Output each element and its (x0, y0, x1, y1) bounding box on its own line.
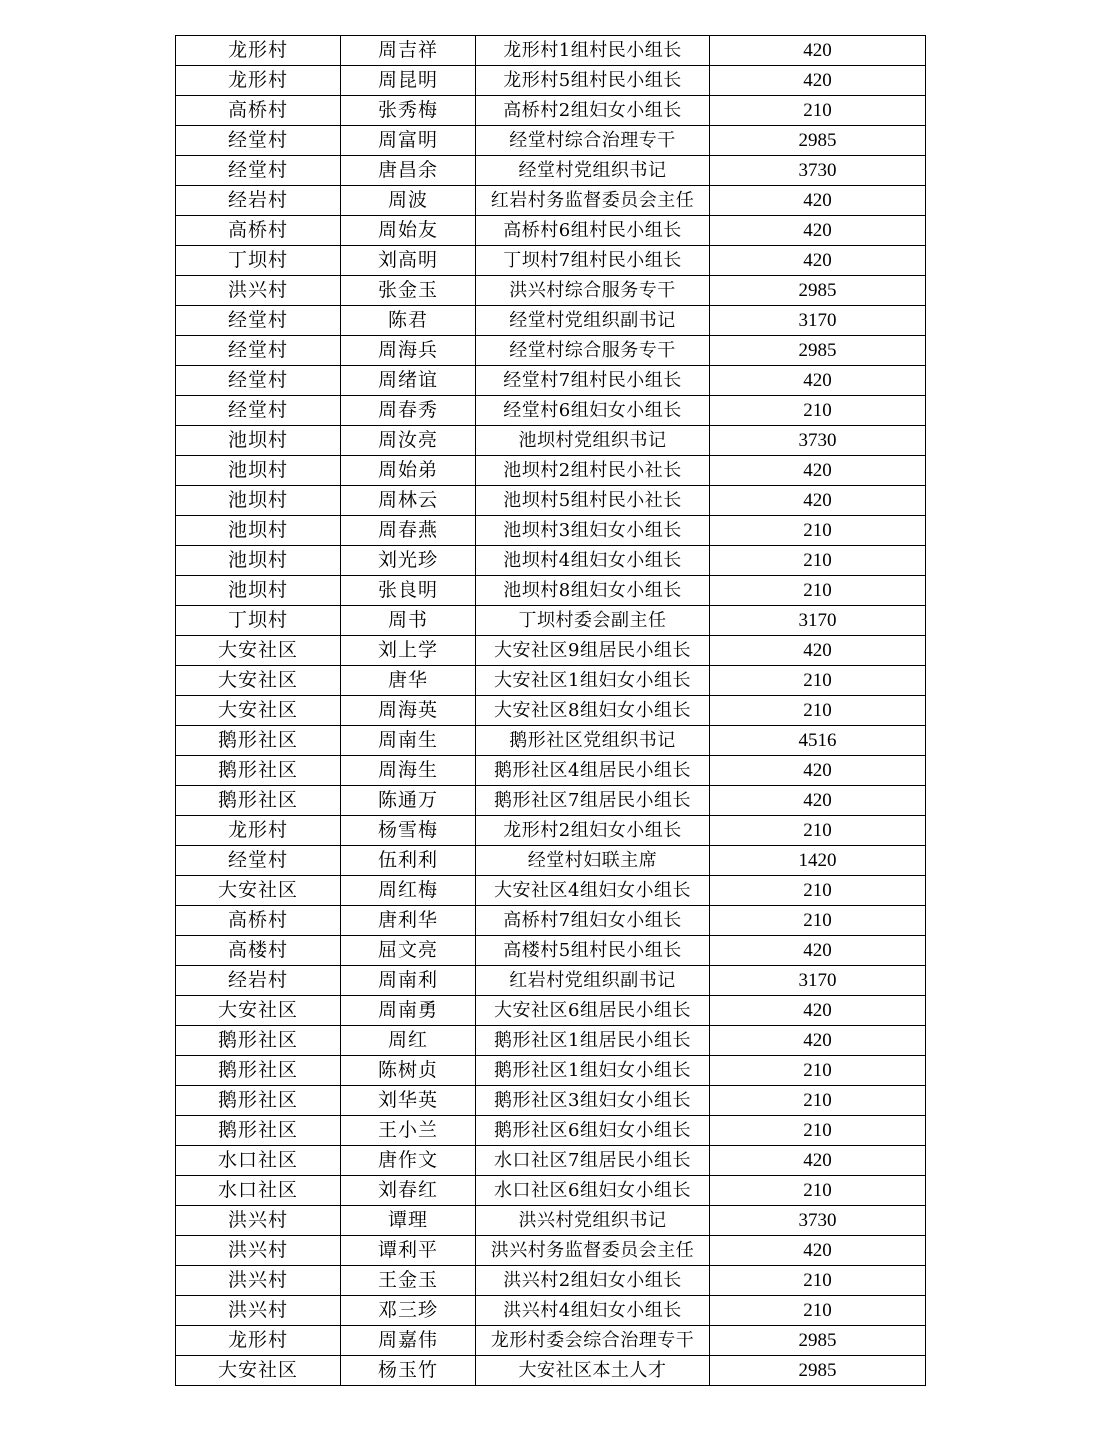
amount-cell: 2985 (710, 1326, 926, 1356)
amount-cell: 420 (710, 186, 926, 216)
amount-cell: 210 (710, 576, 926, 606)
position-cell: 鹅形社区4组居民小组长 (476, 756, 710, 786)
amount-cell: 420 (710, 36, 926, 66)
person-name-cell: 王小兰 (341, 1116, 476, 1146)
amount-cell: 420 (710, 636, 926, 666)
village-cell: 大安社区 (176, 996, 341, 1026)
person-name-cell: 周春燕 (341, 516, 476, 546)
person-name-cell: 张秀梅 (341, 96, 476, 126)
position-cell: 高桥村7组妇女小组长 (476, 906, 710, 936)
table-row (176, 156, 926, 186)
position-cell: 洪兴村党组织书记 (476, 1206, 710, 1236)
position-cell: 池坝村8组妇女小组长 (476, 576, 710, 606)
table-row (176, 1056, 926, 1086)
village-cell: 洪兴村 (176, 1266, 341, 1296)
table-row (176, 996, 926, 1026)
person-name-cell: 周书 (341, 606, 476, 636)
village-cell: 洪兴村 (176, 276, 341, 306)
village-cell: 池坝村 (176, 426, 341, 456)
person-name-cell: 刘华英 (341, 1086, 476, 1116)
village-cell: 鹅形社区 (176, 1086, 341, 1116)
position-cell: 洪兴村2组妇女小组长 (476, 1266, 710, 1296)
amount-cell: 210 (710, 396, 926, 426)
position-cell: 龙形村2组妇女小组长 (476, 816, 710, 846)
position-cell: 经堂村妇联主席 (476, 846, 710, 876)
village-cell: 高楼村 (176, 936, 341, 966)
amount-cell: 210 (710, 1266, 926, 1296)
amount-cell: 210 (710, 96, 926, 126)
amount-cell: 420 (710, 936, 926, 966)
position-cell: 鹅形社区6组妇女小组长 (476, 1116, 710, 1146)
table-row (176, 576, 926, 606)
village-cell: 池坝村 (176, 516, 341, 546)
position-cell: 经堂村党组织书记 (476, 156, 710, 186)
amount-cell: 420 (710, 756, 926, 786)
position-cell: 池坝村党组织书记 (476, 426, 710, 456)
table-row (176, 516, 926, 546)
position-cell: 池坝村3组妇女小组长 (476, 516, 710, 546)
table-row (176, 456, 926, 486)
position-cell: 鹅形社区1组居民小组长 (476, 1026, 710, 1056)
village-cell: 鹅形社区 (176, 786, 341, 816)
table-row (176, 846, 926, 876)
position-cell: 池坝村2组村民小社长 (476, 456, 710, 486)
table-row (176, 246, 926, 276)
village-cell: 鹅形社区 (176, 726, 341, 756)
village-cell: 经堂村 (176, 306, 341, 336)
amount-cell: 210 (710, 876, 926, 906)
person-name-cell: 邓三珍 (341, 1296, 476, 1326)
position-cell: 经堂村6组妇女小组长 (476, 396, 710, 426)
table-row (176, 1116, 926, 1146)
table-row (176, 366, 926, 396)
position-cell: 鹅形社区3组妇女小组长 (476, 1086, 710, 1116)
position-cell: 龙形村1组村民小组长 (476, 36, 710, 66)
amount-cell: 3170 (710, 966, 926, 996)
village-cell: 经堂村 (176, 336, 341, 366)
position-cell: 经堂村综合服务专干 (476, 336, 710, 366)
village-cell: 池坝村 (176, 546, 341, 576)
amount-cell: 210 (710, 666, 926, 696)
table-row (176, 1326, 926, 1356)
amount-cell: 210 (710, 516, 926, 546)
table-row (176, 336, 926, 366)
position-cell: 鹅形社区党组织书记 (476, 726, 710, 756)
table-row (176, 936, 926, 966)
village-cell: 大安社区 (176, 696, 341, 726)
table-row (176, 1176, 926, 1206)
position-cell: 水口社区7组居民小组长 (476, 1146, 710, 1176)
table-row (176, 966, 926, 996)
person-name-cell: 周嘉伟 (341, 1326, 476, 1356)
person-name-cell: 杨雪梅 (341, 816, 476, 846)
position-cell: 大安社区8组妇女小组长 (476, 696, 710, 726)
village-cell: 水口社区 (176, 1146, 341, 1176)
amount-cell: 210 (710, 816, 926, 846)
table-row (176, 636, 926, 666)
table-row (176, 486, 926, 516)
amount-cell: 2985 (710, 1356, 926, 1386)
person-name-cell: 伍利利 (341, 846, 476, 876)
amount-cell: 420 (710, 1236, 926, 1266)
village-cell: 龙形村 (176, 66, 341, 96)
amount-cell: 420 (710, 66, 926, 96)
person-name-cell: 周汝亮 (341, 426, 476, 456)
amount-cell: 420 (710, 486, 926, 516)
amount-cell: 3170 (710, 306, 926, 336)
person-name-cell: 周南生 (341, 726, 476, 756)
village-cell: 经堂村 (176, 126, 341, 156)
person-name-cell: 张金玉 (341, 276, 476, 306)
person-name-cell: 周南勇 (341, 996, 476, 1026)
table-row (176, 66, 926, 96)
person-name-cell: 周红梅 (341, 876, 476, 906)
person-name-cell: 杨玉竹 (341, 1356, 476, 1386)
village-cell: 经岩村 (176, 186, 341, 216)
table-row (176, 1266, 926, 1296)
village-cell: 洪兴村 (176, 1206, 341, 1236)
position-cell: 大安社区6组居民小组长 (476, 996, 710, 1026)
position-cell: 经堂村综合治理专干 (476, 126, 710, 156)
position-cell: 高楼村5组村民小组长 (476, 936, 710, 966)
person-name-cell: 王金玉 (341, 1266, 476, 1296)
village-cell: 龙形村 (176, 36, 341, 66)
position-cell: 丁坝村7组村民小组长 (476, 246, 710, 276)
amount-cell: 420 (710, 786, 926, 816)
village-cell: 龙形村 (176, 1326, 341, 1356)
table-row (176, 396, 926, 426)
person-name-cell: 周始弟 (341, 456, 476, 486)
village-cell: 经岩村 (176, 966, 341, 996)
table-row (176, 36, 926, 66)
position-cell: 经堂村7组村民小组长 (476, 366, 710, 396)
position-cell: 鹅形社区7组居民小组长 (476, 786, 710, 816)
position-cell: 高桥村6组村民小组长 (476, 216, 710, 246)
position-cell: 经堂村党组织副书记 (476, 306, 710, 336)
subsidy-table (175, 35, 926, 1386)
position-cell: 鹅形社区1组妇女小组长 (476, 1056, 710, 1086)
amount-cell: 4516 (710, 726, 926, 756)
table-row (176, 756, 926, 786)
person-name-cell: 刘光珍 (341, 546, 476, 576)
position-cell: 大安社区9组居民小组长 (476, 636, 710, 666)
person-name-cell: 谭利平 (341, 1236, 476, 1266)
table-row (176, 426, 926, 456)
village-cell: 龙形村 (176, 816, 341, 846)
amount-cell: 210 (710, 1116, 926, 1146)
amount-cell: 210 (710, 1056, 926, 1086)
table-row (176, 1206, 926, 1236)
amount-cell: 2985 (710, 276, 926, 306)
person-name-cell: 刘上学 (341, 636, 476, 666)
village-cell: 大安社区 (176, 1356, 341, 1386)
village-cell: 池坝村 (176, 576, 341, 606)
position-cell: 大安社区本土人才 (476, 1356, 710, 1386)
village-cell: 高桥村 (176, 216, 341, 246)
position-cell: 水口社区6组妇女小组长 (476, 1176, 710, 1206)
amount-cell: 210 (710, 906, 926, 936)
village-cell: 水口社区 (176, 1176, 341, 1206)
person-name-cell: 唐利华 (341, 906, 476, 936)
amount-cell: 2985 (710, 336, 926, 366)
person-name-cell: 谭理 (341, 1206, 476, 1236)
table-row (176, 786, 926, 816)
table-row (176, 876, 926, 906)
amount-cell: 420 (710, 456, 926, 486)
position-cell: 龙形村委会综合治理专干 (476, 1326, 710, 1356)
village-cell: 大安社区 (176, 666, 341, 696)
person-name-cell: 陈君 (341, 306, 476, 336)
table-row (176, 216, 926, 246)
person-name-cell: 唐昌余 (341, 156, 476, 186)
person-name-cell: 刘高明 (341, 246, 476, 276)
village-cell: 经堂村 (176, 366, 341, 396)
person-name-cell: 周南利 (341, 966, 476, 996)
person-name-cell: 张良明 (341, 576, 476, 606)
table-row (176, 186, 926, 216)
person-name-cell: 周吉祥 (341, 36, 476, 66)
person-name-cell: 周春秀 (341, 396, 476, 426)
amount-cell: 210 (710, 1086, 926, 1116)
position-cell: 丁坝村委会副主任 (476, 606, 710, 636)
village-cell: 丁坝村 (176, 246, 341, 276)
amount-cell: 3730 (710, 1206, 926, 1236)
table-row (176, 696, 926, 726)
amount-cell: 210 (710, 1176, 926, 1206)
position-cell: 池坝村4组妇女小组长 (476, 546, 710, 576)
village-cell: 池坝村 (176, 456, 341, 486)
table-row (176, 606, 926, 636)
table-row (176, 276, 926, 306)
village-cell: 高桥村 (176, 906, 341, 936)
table-row (176, 546, 926, 576)
position-cell: 红岩村党组织副书记 (476, 966, 710, 996)
person-name-cell: 周海英 (341, 696, 476, 726)
person-name-cell: 唐作文 (341, 1146, 476, 1176)
table-row (176, 1236, 926, 1266)
amount-cell: 420 (710, 366, 926, 396)
position-cell: 高桥村2组妇女小组长 (476, 96, 710, 126)
village-cell: 洪兴村 (176, 1236, 341, 1266)
position-cell: 红岩村务监督委员会主任 (476, 186, 710, 216)
position-cell: 龙形村5组村民小组长 (476, 66, 710, 96)
village-cell: 丁坝村 (176, 606, 341, 636)
position-cell: 池坝村5组村民小社长 (476, 486, 710, 516)
village-cell: 鹅形社区 (176, 1116, 341, 1146)
village-cell: 鹅形社区 (176, 756, 341, 786)
table-row (176, 1146, 926, 1176)
person-name-cell: 唐华 (341, 666, 476, 696)
table-row (176, 726, 926, 756)
position-cell: 洪兴村4组妇女小组长 (476, 1296, 710, 1326)
village-cell: 经堂村 (176, 156, 341, 186)
table-row (176, 1356, 926, 1386)
table-row (176, 816, 926, 846)
position-cell: 洪兴村务监督委员会主任 (476, 1236, 710, 1266)
village-cell: 大安社区 (176, 636, 341, 666)
person-name-cell: 陈树贞 (341, 1056, 476, 1086)
person-name-cell: 屈文亮 (341, 936, 476, 966)
amount-cell: 210 (710, 1296, 926, 1326)
person-name-cell: 周红 (341, 1026, 476, 1056)
position-cell: 大安社区4组妇女小组长 (476, 876, 710, 906)
person-name-cell: 周绪谊 (341, 366, 476, 396)
table-row (176, 1026, 926, 1056)
person-name-cell: 周富明 (341, 126, 476, 156)
village-cell: 大安社区 (176, 876, 341, 906)
table-row (176, 96, 926, 126)
person-name-cell: 周波 (341, 186, 476, 216)
amount-cell: 210 (710, 546, 926, 576)
person-name-cell: 周林云 (341, 486, 476, 516)
person-name-cell: 周海兵 (341, 336, 476, 366)
amount-cell: 3170 (710, 606, 926, 636)
table-row (176, 906, 926, 936)
amount-cell: 210 (710, 696, 926, 726)
amount-cell: 3730 (710, 426, 926, 456)
village-cell: 鹅形社区 (176, 1056, 341, 1086)
village-cell: 经堂村 (176, 846, 341, 876)
amount-cell: 2985 (710, 126, 926, 156)
amount-cell: 420 (710, 216, 926, 246)
table-row (176, 666, 926, 696)
village-cell: 高桥村 (176, 96, 341, 126)
village-cell: 洪兴村 (176, 1296, 341, 1326)
table-row (176, 1296, 926, 1326)
amount-cell: 1420 (710, 846, 926, 876)
amount-cell: 420 (710, 1026, 926, 1056)
village-cell: 鹅形社区 (176, 1026, 341, 1056)
amount-cell: 420 (710, 1146, 926, 1176)
table-row (176, 306, 926, 336)
table-row (176, 126, 926, 156)
amount-cell: 3730 (710, 156, 926, 186)
village-cell: 池坝村 (176, 486, 341, 516)
person-name-cell: 周始友 (341, 216, 476, 246)
amount-cell: 420 (710, 996, 926, 1026)
amount-cell: 420 (710, 246, 926, 276)
person-name-cell: 周海生 (341, 756, 476, 786)
table-body (176, 36, 926, 1386)
person-name-cell: 陈通万 (341, 786, 476, 816)
person-name-cell: 周昆明 (341, 66, 476, 96)
table-row (176, 1086, 926, 1116)
person-name-cell: 刘春红 (341, 1176, 476, 1206)
position-cell: 大安社区1组妇女小组长 (476, 666, 710, 696)
position-cell: 洪兴村综合服务专干 (476, 276, 710, 306)
village-cell: 经堂村 (176, 396, 341, 426)
